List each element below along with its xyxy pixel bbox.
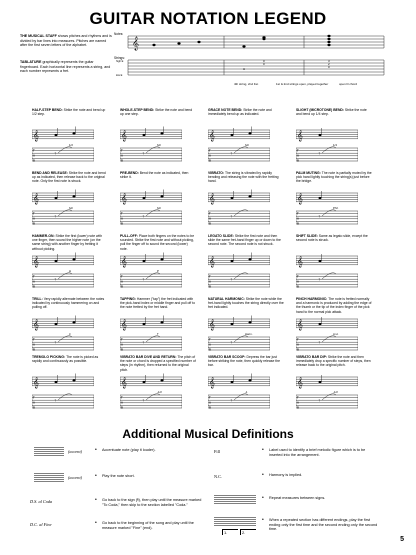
- svg-text:T: T: [33, 275, 35, 279]
- technique-vibrato-bar-scoop: [208, 355, 284, 419]
- svg-text:T: T: [297, 338, 299, 342]
- technique-pre-bend: [120, 171, 196, 235]
- staff-tab-figure: [114, 30, 386, 102]
- notation-mark: 1/2: [69, 143, 73, 147]
- svg-text:A: A: [209, 217, 211, 221]
- technique-description: [296, 234, 372, 251]
- svg-text:A: A: [209, 280, 211, 284]
- technique-name: VIBRATO BAR DIVE AND RETURN:: [120, 355, 178, 359]
- svg-text:7: 7: [142, 398, 145, 403]
- definition-text: Play the note short.: [102, 474, 135, 478]
- svg-text:B: B: [297, 285, 299, 289]
- svg-text:𝄞: 𝄞: [209, 377, 215, 389]
- definition-text: Accentuate note (play it louder).: [102, 448, 156, 452]
- technique-name: WHOLE-STEP BEND:: [120, 108, 156, 112]
- definition-text: When a repeated section has different endings, play the first ending only the first time and the second ending only the second time.: [269, 518, 378, 532]
- technique-text: Hammer ("tap") the fret indicated with the pick-hand index or middle finger and pull off to the note fretted by the fret hand.: [120, 297, 195, 310]
- technique-half-step-bend: [32, 108, 108, 172]
- svg-text:T: T: [209, 396, 211, 400]
- tab-fret-5: 2: [328, 62, 330, 66]
- notation-example: [208, 315, 270, 359]
- technique-name: PALM MUTING:: [296, 171, 322, 175]
- svg-text:7: 7: [54, 151, 57, 156]
- staff-intro-title: THE MUSICAL STAFF: [20, 34, 57, 38]
- technique-text: Strike the first note and then slide the same fret-hand finger up or down to the second note. The second note is not struck.: [208, 234, 281, 247]
- technique-name: SHIFT SLIDE:: [296, 234, 319, 238]
- definition-staff: [214, 494, 256, 504]
- svg-text:𝄞: 𝄞: [297, 256, 303, 268]
- technique-name: NATURAL HARMONIC:: [208, 297, 246, 301]
- tab-intro: [20, 60, 112, 74]
- definition-label: D.C. al Fine: [30, 522, 52, 527]
- notation-mark: full: [245, 143, 249, 147]
- definition-staff: [34, 446, 64, 456]
- technique-text: Strike the note while the fret-hand lightly touches the string directly over the fret indicated.: [208, 297, 284, 310]
- svg-text:A: A: [297, 154, 299, 158]
- notation-example: [120, 315, 182, 359]
- technique-name: TREMOLO PICKING:: [32, 355, 67, 359]
- notation-example: [296, 189, 358, 233]
- technique-palm-muting: [296, 171, 372, 235]
- svg-text:T: T: [121, 396, 123, 400]
- ending-1-label: 1.: [222, 529, 238, 535]
- notation-mark: -1: [245, 390, 248, 394]
- technique-text: Same as legato slide, except the second note is struck.: [296, 234, 368, 243]
- technique-text: Strike the note and bend up 1/4 step.: [296, 108, 367, 117]
- svg-text:𝄞: 𝄞: [33, 377, 39, 389]
- technique-vibrato-bar-dive-and-return: [120, 355, 196, 419]
- notation-mark: full: [157, 143, 161, 147]
- svg-text:B: B: [33, 159, 35, 163]
- notation-example: [32, 189, 94, 233]
- svg-text:B: B: [297, 159, 299, 163]
- technique-description: [120, 234, 196, 251]
- technique-trill: [32, 297, 108, 364]
- svg-text:T: T: [121, 275, 123, 279]
- svg-text:T: T: [209, 212, 211, 216]
- technique-natural-harmonic: [208, 297, 284, 361]
- svg-text:B: B: [121, 159, 123, 163]
- notation-example: [32, 126, 94, 170]
- notation-mark: -1/2: [333, 390, 338, 394]
- definition-label: (accent): [68, 449, 83, 454]
- notation-mark: -1/2: [157, 390, 162, 394]
- svg-text:A: A: [33, 343, 35, 347]
- definition-text: Go back to the beginning of the song and play until the measure marked "Fine" (end).: [102, 521, 194, 530]
- svg-text:A: A: [297, 343, 299, 347]
- technique-description: [32, 297, 108, 314]
- tab-fret-4: 0: [328, 65, 330, 69]
- svg-text:B: B: [297, 222, 299, 226]
- technique-description: [208, 355, 284, 372]
- ending-2-label: 2.: [240, 529, 256, 535]
- technique-text: The note is partially muted by the pick hand lightly touching the string(s) just before the bridge.: [296, 171, 372, 184]
- svg-text:𝄞: 𝄞: [297, 130, 303, 142]
- svg-text:A: A: [33, 280, 35, 284]
- svg-text:A: A: [121, 343, 123, 347]
- technique-description: [208, 171, 284, 188]
- notation-mark: A.H.: [333, 332, 339, 336]
- svg-text:T: T: [297, 396, 299, 400]
- svg-text:𝄞: 𝄞: [121, 256, 127, 268]
- definition-bullet: •: [262, 472, 264, 478]
- technique-text: The pitch of the note or chord is dropped a specified number of steps (in rhythm), then returned to the original pitch.: [120, 355, 196, 372]
- definition-staff: [34, 472, 64, 482]
- technique-hammer-on: [32, 234, 108, 298]
- svg-text:𝄞: 𝄞: [121, 193, 127, 205]
- technique-tremolo-picking: [32, 355, 108, 419]
- notation-example: [208, 252, 270, 296]
- notation-example: [120, 126, 182, 170]
- technique-description: [32, 234, 108, 251]
- staff-intro-text: shows pitches and rhythms and is divided by bar lines into measures. Pitches are named after the first seven letters of the alphabet.: [20, 34, 112, 47]
- page-number: 5: [400, 536, 404, 543]
- page-title: GUITAR NOTATION LEGEND: [89, 9, 327, 28]
- svg-text:𝄞: 𝄞: [33, 319, 39, 331]
- technique-name: TRILL:: [32, 297, 44, 301]
- svg-text:A: A: [33, 154, 35, 158]
- tab-fret-1: H: [243, 67, 246, 71]
- svg-text:7: 7: [318, 340, 321, 345]
- tab-fret-3: 0: [263, 62, 265, 66]
- technique-bend-and-release: [32, 171, 108, 235]
- technique-text: Strike the note and bend up one step.: [120, 108, 193, 117]
- technique-name: SLIGHT (MICROTONE) BEND:: [296, 108, 345, 112]
- technique-description: [296, 171, 372, 188]
- svg-text:B: B: [33, 406, 35, 410]
- notation-example: [208, 126, 270, 170]
- technique-name: BEND AND RELEASE:: [32, 171, 69, 175]
- svg-text:A: A: [209, 154, 211, 158]
- string-name-6: low E: [116, 74, 123, 77]
- notation-mark: 1/4: [333, 143, 337, 147]
- svg-text:𝄞: 𝄞: [121, 130, 127, 142]
- technique-description: [120, 108, 196, 125]
- technique-description: [296, 108, 372, 125]
- technique-legato-slide: [208, 234, 284, 298]
- definition-bullet: •: [262, 447, 264, 453]
- svg-text:T: T: [121, 212, 123, 216]
- svg-text:T: T: [297, 212, 299, 216]
- tab-fret-2: 0: [263, 59, 265, 63]
- technique-description: [120, 297, 196, 314]
- technique-description: [120, 355, 196, 372]
- svg-text:𝄞: 𝄞: [297, 319, 303, 331]
- technique-tapping: [120, 297, 196, 361]
- technique-text: Strike the first (lower) note with one finger, then sound the higher note (on the same string) with another finger by fretting it without picking.: [32, 234, 103, 251]
- notation-example: [296, 373, 358, 417]
- notation-example: [208, 189, 270, 233]
- svg-text:𝄞: 𝄞: [209, 319, 215, 331]
- notation-example: [296, 252, 358, 296]
- svg-text:T: T: [209, 149, 211, 153]
- technique-description: [208, 297, 284, 314]
- svg-text:7: 7: [142, 277, 145, 282]
- technique-description: [208, 234, 284, 251]
- svg-text:A: A: [121, 280, 123, 284]
- svg-text:𝄞: 𝄞: [33, 130, 39, 142]
- svg-text:7: 7: [318, 151, 321, 156]
- svg-text:B: B: [121, 222, 123, 226]
- svg-text:T: T: [297, 275, 299, 279]
- technique-pull-off: [120, 234, 196, 298]
- technique-description: [296, 355, 372, 372]
- svg-text:B: B: [209, 159, 211, 163]
- technique-description: [32, 108, 108, 125]
- definition-label: Fill: [214, 449, 220, 454]
- technique-description: [296, 297, 372, 314]
- definition-text: Repeat measures between signs.: [269, 496, 326, 500]
- definition-bullet: •: [95, 473, 97, 479]
- svg-text:A: A: [297, 280, 299, 284]
- technique-name: HAMMER-ON:: [32, 234, 56, 238]
- technique-text: The note is fretted normally and a harmonic is produced by adding the edge of the thumb or the tip of the index finger of the pick hand to the normal pick attack.: [296, 297, 372, 314]
- svg-text:B: B: [209, 348, 211, 352]
- svg-text:B: B: [297, 406, 299, 410]
- technique-whole-step-bend: [120, 108, 196, 172]
- definition-bullet: •: [95, 447, 97, 453]
- svg-text:A: A: [121, 217, 123, 221]
- svg-text:T: T: [121, 338, 123, 342]
- svg-text:𝄞: 𝄞: [297, 193, 303, 205]
- notation-mark: T: [157, 332, 159, 336]
- technique-text: The note is picked as rapidly and continuously as possible.: [32, 355, 99, 364]
- technique-description: [32, 171, 108, 188]
- definition-bullet: •: [95, 520, 97, 526]
- notation-mark: tr: [69, 332, 71, 336]
- notation-mark: H: [69, 269, 72, 273]
- technique-name: LEGATO SLIDE:: [208, 234, 235, 238]
- notation-mark: Harm.: [245, 332, 253, 336]
- caption-1: 4th string, 2nd fret: [234, 82, 259, 86]
- svg-text:𝄞: 𝄞: [209, 256, 215, 268]
- technique-text: Depress the bar just before striking the note, then quickly release the bar.: [208, 355, 280, 368]
- svg-text:T: T: [33, 396, 35, 400]
- svg-text:7: 7: [142, 151, 145, 156]
- notation-example: [208, 373, 270, 417]
- svg-text:B: B: [33, 285, 35, 289]
- svg-text:7: 7: [54, 214, 57, 219]
- technique-text: The string is vibrated by rapidly bending and releasing the note with the fretting hand.: [208, 171, 279, 184]
- technique-text: Strike the note and bend up as indicated, then release back to the original note. Only the first note is struck.: [32, 171, 106, 184]
- technique-slight-microtone-bend: [296, 108, 372, 172]
- svg-text:7: 7: [230, 151, 233, 156]
- definition-bullet: •: [262, 495, 264, 501]
- svg-text:7: 7: [318, 214, 321, 219]
- technique-name: GRACE NOTE BEND:: [208, 108, 244, 112]
- svg-text:B: B: [209, 285, 211, 289]
- technique-pinch-harmonic: [296, 297, 372, 361]
- svg-text:T: T: [209, 338, 211, 342]
- svg-text:B: B: [297, 348, 299, 352]
- definition-label: N.C.: [214, 474, 223, 479]
- definition-text: Label used to identify a brief melodic figure which is to be inserted into the arrangement.: [269, 448, 366, 457]
- svg-text:T: T: [121, 149, 123, 153]
- notes-label: Notes:: [114, 32, 124, 36]
- svg-text:T: T: [297, 149, 299, 153]
- tab-fret-6: 3: [328, 59, 330, 63]
- technique-text: Very rapidly alternate between the notes indicated by continuously hammering on and pulling off.: [32, 297, 105, 310]
- technique-name: TAPPING:: [120, 297, 137, 301]
- svg-text:𝄞: 𝄞: [132, 36, 140, 50]
- definition-text: Harmony is implied.: [269, 473, 303, 477]
- svg-text:7: 7: [54, 340, 57, 345]
- definition-text: Go back to the sign (𝄋), then play until the measure marked "To Coda," then skip to the section labelled "Coda.": [102, 498, 202, 507]
- svg-text:𝄞: 𝄞: [209, 130, 215, 142]
- notation-mark: full: [157, 206, 161, 210]
- tab-intro-title: TABLATURE: [20, 60, 42, 64]
- svg-text:A: A: [121, 154, 123, 158]
- notation-mark: P: [157, 269, 159, 273]
- svg-text:𝄞: 𝄞: [33, 193, 39, 205]
- technique-text: Strike the note and then immediately drop a specific number of steps, then release back to the original pitch.: [296, 355, 371, 368]
- notation-example: [32, 373, 94, 417]
- tab-intro-text: graphically represents the guitar fingerboard. Each horizontal line represents a string, and each number represents a fret.: [20, 60, 111, 73]
- svg-text:B: B: [121, 406, 123, 410]
- technique-vibrato-bar-dip: [296, 355, 372, 419]
- svg-text:𝄞: 𝄞: [121, 377, 127, 389]
- notation-example: [120, 373, 182, 417]
- svg-text:7: 7: [230, 277, 233, 282]
- notation-mark: P.M.: [333, 206, 339, 210]
- additional-definitions-title: Additional Musical Definitions: [122, 427, 294, 441]
- technique-name: PINCH HARMONIC:: [296, 297, 329, 301]
- svg-text:A: A: [297, 401, 299, 405]
- caption-3: open D chord: [339, 82, 358, 86]
- notation-example: [296, 126, 358, 170]
- technique-name: VIBRATO BAR SCOOP:: [208, 355, 247, 359]
- svg-text:A: A: [33, 401, 35, 405]
- technique-vibrato: [208, 171, 284, 235]
- svg-text:7: 7: [230, 214, 233, 219]
- technique-name: VIBRATO:: [208, 171, 226, 175]
- svg-text:B: B: [121, 285, 123, 289]
- svg-text:𝄞: 𝄞: [121, 319, 127, 331]
- svg-text:7: 7: [142, 340, 145, 345]
- definition-bullet: •: [95, 497, 97, 503]
- svg-text:B: B: [33, 348, 35, 352]
- svg-text:𝄞: 𝄞: [297, 377, 303, 389]
- technique-name: PULL-OFF:: [120, 234, 139, 238]
- definition-label: D.S. al Coda: [30, 499, 53, 504]
- svg-text:7: 7: [318, 277, 321, 282]
- notation-example: [32, 315, 94, 359]
- svg-text:A: A: [209, 343, 211, 347]
- technique-description: [208, 108, 284, 125]
- string-name-1: high E: [116, 60, 124, 63]
- technique-description: [120, 171, 196, 188]
- technique-text: Bend the note as indicated, then strike it.: [120, 171, 189, 180]
- staff-intro: [20, 34, 112, 48]
- technique-name: HALF-STEP BEND:: [32, 108, 64, 112]
- svg-text:T: T: [33, 212, 35, 216]
- definition-bullet: •: [262, 517, 264, 523]
- svg-text:7: 7: [54, 277, 57, 282]
- svg-text:T: T: [209, 275, 211, 279]
- svg-text:𝄞: 𝄞: [209, 193, 215, 205]
- svg-text:T: T: [33, 338, 35, 342]
- notation-example: [32, 252, 94, 296]
- strings-label: Strings:: [114, 56, 125, 60]
- svg-text:𝄞: 𝄞: [33, 256, 39, 268]
- svg-text:T: T: [33, 149, 35, 153]
- definition-label: (accent): [68, 475, 83, 480]
- technique-text: Strike the note and immediately bend up as indicated.: [208, 108, 272, 117]
- svg-text:A: A: [297, 217, 299, 221]
- notation-example: [120, 252, 182, 296]
- notation-mark: full: [69, 206, 73, 210]
- technique-text: Strike the note and bend up 1/2 step.: [32, 108, 106, 117]
- definition-staff: [214, 516, 256, 526]
- svg-text:7: 7: [230, 340, 233, 345]
- svg-text:A: A: [121, 401, 123, 405]
- svg-text:B: B: [209, 222, 211, 226]
- technique-text: Place both fingers on the notes to be sounded. Strike the first note and without picking, pull the finger off to sound the second (lower) note.: [120, 234, 195, 251]
- notation-example: [120, 189, 182, 233]
- caption-2: 1st & 2nd strings open, played together: [276, 82, 329, 86]
- svg-text:B: B: [33, 222, 35, 226]
- svg-text:B: B: [121, 348, 123, 352]
- technique-name: VIBRATO BAR DIP:: [296, 355, 328, 359]
- svg-text:7: 7: [318, 398, 321, 403]
- svg-text:7: 7: [230, 398, 233, 403]
- notation-example: [296, 315, 358, 359]
- svg-text:B: B: [209, 406, 211, 410]
- technique-description: [32, 355, 108, 372]
- technique-name: PRE-BEND:: [120, 171, 140, 175]
- svg-text:7: 7: [142, 214, 145, 219]
- svg-text:7: 7: [54, 398, 57, 403]
- technique-shift-slide: [296, 234, 372, 298]
- svg-text:A: A: [33, 217, 35, 221]
- svg-text:A: A: [209, 401, 211, 405]
- technique-grace-note-bend: [208, 108, 284, 172]
